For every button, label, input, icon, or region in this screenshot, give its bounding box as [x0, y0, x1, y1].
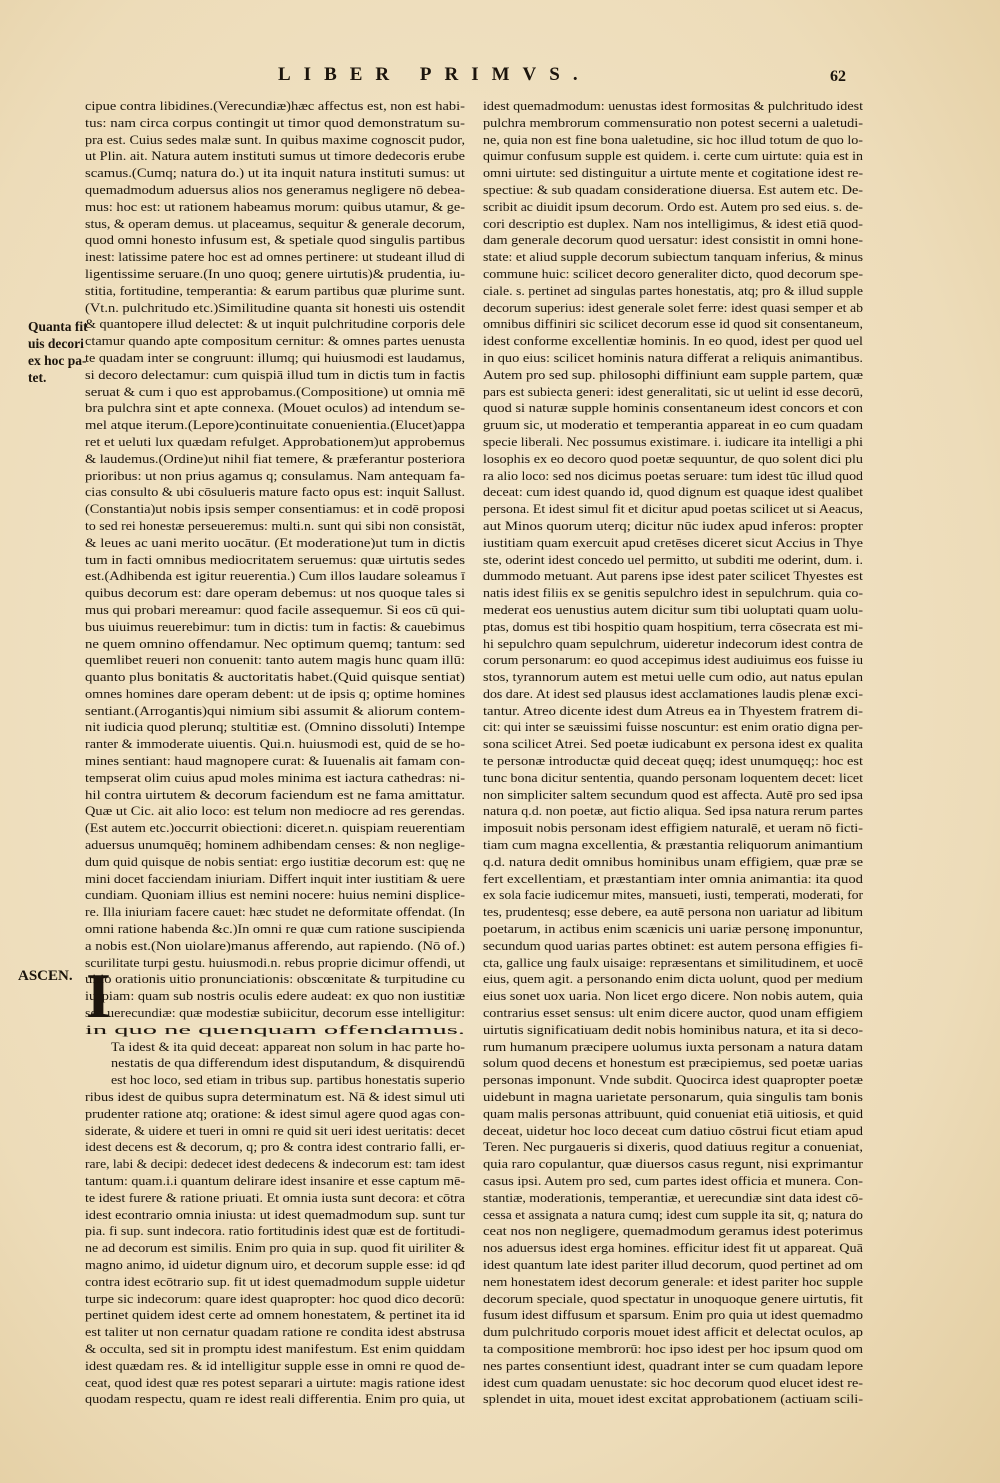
text-line: fusum idest diffusum et sparsum. Enim pro quia ut idest quemadmo	[483, 1307, 863, 1323]
text-line: secundum quod uarias partes obtinet: est autem persona effigies fi-	[483, 937, 863, 953]
text-line: mel atque iterum.(Lepore)continuitate conuenientia.(Elucet)appa	[85, 417, 465, 433]
text-line: idest quædam res. & id intelligitur supple esse in omni re quod de-	[85, 1357, 465, 1373]
text-line: nestatis de qua differendum idest disputandum, & disquirendū	[111, 1055, 465, 1071]
text-line: mus qui probari mereamur: quod facile assequemur. Si eos cū qui-	[85, 601, 465, 617]
text-line: re. Illa iniuriam facere cauet: hæc studet ne deformitate offendat. (In	[85, 904, 466, 920]
margin-note-line: tet.	[28, 370, 47, 385]
text-line: cias consulto & ubi cōsulueris mature facto opus est: inquit Sallust.	[85, 484, 465, 500]
margin-note-ascen: ASCEN.	[18, 968, 73, 984]
text-line: q.d. natura dedit omnibus hominibus unam effigiem, quæ præ se	[483, 853, 863, 869]
text-line: eius sonet uox uaria. Non licet ergo dicere. Non nobis autem, quia	[483, 988, 863, 1004]
text-line: idest decens est & decorum, q; pro & contra idest contrario falli, er-	[85, 1139, 465, 1155]
margin-note-line: ex hoc pa-	[28, 353, 87, 368]
text-line: ret et ueluti lux quædam refulget. Approbationem)ut approbemus	[85, 433, 465, 449]
text-line: commune huic: scilicet decoro generaliter dicto, quod decorum spe-	[483, 265, 863, 281]
text-line: te quadam inter se congruunt: illumq; qui huiusmodi est laudamus,	[85, 349, 466, 365]
text-line: siderate, & uidere et tueri in omni re quid sit ueri idest ueritatis: decet	[85, 1122, 465, 1138]
text-line: eius, quem agit. a personando enim dicta uolunt, quod per medium	[483, 971, 863, 987]
text-line: stantiæ, moderationis, temperantiæ, et uerecundiæ sint data idest cō-	[483, 1189, 863, 1205]
text-line: scamus.(Cumq; natura do.) ut ita inquit natura instituti sumus: ut	[85, 165, 465, 181]
text-line: (Constantia)ut nobis ipsis semper consentiamus: et in codē proposi	[85, 501, 466, 517]
text-line: cta, gallice ung faulx uisaige: repræsentans et similitudinem, et uocē	[483, 954, 863, 970]
text-line: omni ratione habenda &c.)In omni re quæ cum ratione suscipienda	[85, 921, 465, 937]
text-line: nem honestatem idest decorum generale: et idest pariter hoc supple	[483, 1273, 863, 1289]
text-line: (Est autem etc.)occurrit obiectioni: diceret.n. quispiam reuerentiam	[85, 820, 466, 836]
text-line: iuspiam: quam sub nostris oculis edere audeat: ex quo non iustitiæ	[85, 988, 465, 1004]
text-line: quam malis personas attribuunt, quid conueniat etiā uitiosis, et quid	[483, 1105, 863, 1121]
text-line: to sed rei honestæ perseueremus: multi.n. sunt qui sibi non consistāt,	[85, 517, 465, 533]
text-line: idest quantum late idest pariter illud decorum, quod pertinet ad om	[483, 1256, 863, 1272]
text-line: prioribus: ut non prius agamus q; consulamus. Nam antequam fa-	[85, 467, 465, 483]
text-line: idest quemadmodum: uenustas idest formositas & pulchritudo idest	[483, 98, 863, 113]
text-line: state: et aliud supple decorum subiectum tanquam inferius, & minus	[483, 249, 863, 265]
text-line: (Vt.n. pulchritudo etc.)Similitudine quanta sit honesti uis ostendit	[85, 299, 466, 315]
text-line: tantum: quam.i.i quantum delirare idest insanire et esse captum mē-	[85, 1173, 465, 1188]
text-line: aduersus unumquēq; hominem adhibendam censes: & non neglige-	[85, 837, 465, 853]
text-line: hil contra uirtutem & decorum faciendum est ne fama amittatur.	[85, 786, 465, 802]
text-line: ut Plin. ait. Natura autem instituti sumus ut timore dedecoris erube	[85, 148, 465, 164]
text-line: si decoro delectamur: cum quispiā illud tum in dictis tum in factis	[85, 366, 465, 382]
text-line: pulchra membrorum commensuratio non potest secerni a ualetudi-	[483, 114, 863, 130]
text-line: corum personarum: eo quod accepimus idest audiuimus eos fuisse iu	[483, 652, 863, 668]
text-line: omnes homines dare operam debent: ut de ipsis q; optime homines	[85, 685, 465, 701]
text-line: sona scilicet Atrei. Sed poetæ iudicabunt ex persona idest ex qualita	[483, 736, 863, 752]
text-line: ranter & immoderate uiuentis. Qui.n. huiusmodi est, quid de se ho-	[85, 736, 465, 752]
text-line: sentiant.(Arrogantis)qui nimium sibi assumit & aliorum contem-	[85, 702, 465, 718]
text-line: decorum superius: idest generale solet ferre: idest quasi semper et ab	[483, 299, 863, 315]
text-line: ribus idest de quibus supra determinatum est. Nā & idest simul uti	[85, 1089, 465, 1105]
text-line: decorum speciale, quod spectatur in unoquoque genere uirtutis, fit	[483, 1290, 863, 1306]
text-line: omnibus diffiniri sic scilicet decorum esse id quod sit consentaneum,	[483, 316, 863, 332]
text-line: spectiue: & sub quadam consideratione diuersa. Est autem etc. De-	[483, 181, 863, 197]
text-line: contra idest ecōtrario sup. fit ut idest quemadmodum supple uidetur	[85, 1273, 465, 1289]
text-line: ta compositione membrorū: hoc ipso idest per hoc ipsum quod om	[483, 1340, 863, 1356]
text-line: personas imponunt. Vnde subdit. Quocirca idest quapropter poetæ	[483, 1072, 863, 1088]
left-text-column	[85, 98, 465, 1408]
text-line: stos, tyrannorum autem est metui uelle cum odio, aut natus epulan	[483, 669, 863, 685]
margin-note	[28, 318, 88, 386]
text-line: aut Minos quorum uterq; dicitur nūc iudex apud inferos: propter	[483, 517, 863, 533]
text-line: ste, oderint idest concedo uel permitto, ut subditi me oderint, dum. i.	[483, 551, 863, 567]
text-line: uirtutis significatiuam dedit nobis hominibus natura, et ita si deco-	[483, 1021, 863, 1037]
text-line: est taliter ut non cernatur quadam ratione re condita idest abstrusa	[85, 1324, 465, 1340]
text-line: ciale. s. pertinet ad singulas partes honestatis, atq; pro & illud supple	[483, 282, 863, 298]
text-line: turpe sic indecorum: quare idest quapropter: hoc quod dico decorū:	[85, 1290, 465, 1306]
text-line: tempserat olim cuius apud moles minima est iactura cathedras: ni-	[85, 769, 465, 785]
text-line: persona. Et idest simul fit et dicitur apud poetas scilicet ut si Aeacus,	[483, 501, 863, 517]
text-line: casus ipsi. Autem pro sed, cum partes idest officia et munera. Con-	[483, 1173, 863, 1188]
text-line: dos dare. At idest sed plausus idest acclamationes laudis plenæ exci-	[483, 685, 863, 701]
text-line: rare, labi & decipi: dedecet idest dedecens & indecorum est: tam idest	[85, 1156, 465, 1172]
text-line: fert excellentiam, et præstantiam inter omnia animantia: ita quod	[483, 870, 863, 886]
text-line: ne quem omnino offendamur. Nec optimum quemq; tantum: sed	[85, 635, 465, 651]
text-line: a nobis est.(Non uiolare)manus afferendo, aut rapiendo. (Nō of.)	[85, 937, 465, 953]
text-line: bus uiuimus reuerebimur: tum in dictis: tum in factis: & cauebimus	[85, 618, 465, 634]
text-line: omni uirtute: sed distinguitur a uirtute mente et cogitatione idest re-	[483, 165, 863, 181]
text-line: cit: qui inter se sæuissimi fuisse noscuntur: est enim oratio digna per-	[483, 719, 863, 735]
text-line: mus: hoc est: ut rationem habeamus morum: quibus utamur, & ge-	[85, 198, 465, 214]
text-line: nes partes consentiunt idest, quadrant inter se cum quadam lepore	[483, 1357, 863, 1373]
text-line: ne, quia non est fine bona ualetudine, sic hoc illud totum de quo lo-	[483, 131, 863, 147]
text-line: est.(Adhibenda est igitur reuerentia.) Cum illos laudare soleamus ī	[85, 568, 466, 584]
text-line: specie liberali. Nec possumus existimare. i. iudicare ita intelligi a phi	[483, 433, 863, 449]
text-line: ceat, quod idest quæ res potest separari a uirtute: magis ratione idest	[85, 1374, 466, 1390]
text-line: natura q.d. non poetæ, aut fictio aliqua. Sed ipsa natura rerum partes	[483, 803, 863, 819]
text-line: cipue contra libidines.(Verecundiæ)hæc affectus est, non est habi-	[85, 98, 465, 113]
text-line: pars est subiecta generi: idest generalitati, sic ut uelint id esse decorū,	[483, 383, 863, 399]
text-line: pia. fi sup. sunt indecora. ratio fortitudinis idest quæ est de fortitudi-	[85, 1223, 465, 1239]
text-line: Ta idest & ita quid deceat: appareat non solum in hac parte ho-	[111, 1038, 465, 1054]
text-line: natis idest filiis ex se genitis sepulchro idest in sepulchrum. quia co-	[483, 585, 863, 601]
text-line: dummodo metuant. Aut parens ipse idest pater scilicet Thyestes est	[483, 568, 863, 584]
text-line: quod omni honesto infusum est, & spetiale quod singulis partibus	[85, 232, 465, 248]
text-line: nit iudicia quod plerunq; stultitiæ est. (Omnino dissoluti) Intempe	[85, 719, 465, 735]
text-line: quia raro copulantur, quæ diuersos casus regunt, nisi exprimantur	[483, 1156, 863, 1172]
text-line: ex sola facie iudicemur mites, mansueti, iusti, temperati, moderati, for	[483, 887, 863, 903]
text-line: hi sepulchro quam sepulchrum, uideretur indecorum idest contra de	[483, 635, 863, 651]
text-line: & quantopere illud delectet: & ut inquit pulchritudine corporis dele	[85, 316, 465, 332]
text-line: nos aduersus idest erga homines. efficitur idest fit ut appareat. Quā	[483, 1240, 863, 1256]
drop-cap: I	[86, 960, 111, 1031]
text-line: dum quid quisque de nobis sentiat: ergo iustitiæ decorum est: quę ne	[85, 853, 466, 869]
text-line: Autem pro sed sup. philosophi diffiniunt eam supple partem, quæ	[483, 366, 863, 382]
text-line: iustitiam quam exercuit apud cretēses diceret sicut Accius in Thye	[483, 534, 863, 550]
text-line: tus: nam circa corpus contingit ut timor quod demonstratum su-	[85, 114, 465, 130]
text-line: ctamur quando apte compositum cernitur: & omnes partes uenusta	[85, 333, 466, 349]
running-title: LIBER PRIMVS.	[278, 64, 591, 85]
page-header	[0, 64, 1000, 94]
text-line: idest econtrario omnia iniusta: ut idest quemadmodum sup. sunt tur	[85, 1206, 465, 1222]
text-line: mederat eos uenustius autem dicitur sum tibi uoluptati quam uolu-	[483, 601, 863, 617]
text-line: pra est. Cuius sedes malæ sunt. In quibus maxime cognoscit pudor,	[85, 131, 465, 147]
text-line: ra alio loco: sed nos dicimus poetas seruare: tum idest tūc illud quod	[483, 467, 863, 483]
text-line: cessa et assignata a natura cumq; idest cum supple ita sit, q; natura do	[483, 1206, 863, 1222]
margin-note-line: uis decori	[28, 336, 84, 351]
text-line: quemlibet reueri non conuenit: tanto autem magis hunc quam illū:	[85, 652, 465, 668]
text-line: idest conforme excellentiæ hominis. In eo quod, idest per quod uel	[483, 333, 863, 349]
text-line: quod si naturæ supple hominis consentaneum idest concors et con	[483, 400, 863, 416]
page-number: 62	[830, 68, 846, 85]
text-line: quimur confusum supple est quidem. i. certe cum uirtute: quia est in	[483, 148, 863, 164]
text-line: scribit ac diuidit ipsum decorum. Ordo est. Autem pro sed eius. s. de-	[483, 198, 863, 214]
text-line: & laudemus.(Ordine)ut nihil fiat temere, & præferantur posteriora	[85, 450, 465, 466]
text-line: deceat: cum idest quando id, quod dignum est quaque idest qualibet	[483, 484, 863, 500]
text-line: ne ad decorum est similis. Enim pro quia in sup. quod fit uiriliter &	[85, 1240, 465, 1256]
text-line: ligentissime seruare.(In uno quoq; genere uirtutis)& prudentia, iu-	[85, 265, 466, 281]
text-line: tantur. Atreo dicente idest dum Atreus ea in Thyestem fratrem di-	[483, 702, 863, 718]
text-line: imposuit nobis personam idest effigiem naturalē, et ueram nō ficti-	[483, 820, 863, 836]
text-line: tunc bona dicitur sententia, quando personam loquentem decet: licet	[483, 769, 863, 785]
text-line: sed uerecundiæ: quæ modestiæ subiicitur, decorum esse intelligitur:	[85, 1005, 465, 1021]
text-line: mines sentiant: haud magnopere curat: & Iuuenalis ait famam con-	[85, 753, 466, 769]
text-line: splendet in uita, mouet idest excitat approbationem (actiuam scili-	[483, 1391, 863, 1407]
text-line: Quæ ut Cic. ait alio loco: est telum non mediocre ad res gerendas.	[85, 803, 465, 819]
text-line: in quo ne quenquam offendamus.	[85, 1021, 465, 1037]
text-line: solum quod decens et honestum est præcipiemus, sed poetæ uarias	[483, 1055, 863, 1071]
text-line: tiam cum magna excellentia, & præstantia reliquorum animantium	[483, 837, 863, 853]
text-line: quemadmodum aduersus alios nos generamus negligere nō debea-	[85, 181, 465, 197]
text-line: quibus decorum est: dare operam debemus: ut nos quoque tales si	[85, 585, 465, 601]
text-line: Teren. Nec purgaueris si dixeris, quod datiuus regitur a conueniat,	[483, 1139, 863, 1155]
text-line: poetarum, in actibus enim scænicis uni uariæ personę imponuntur,	[483, 921, 863, 937]
text-line: uitio orationis uitio pronunciationis: obscœnitate & turpitudine cu	[85, 971, 465, 987]
text-line: cundiam. Quoniam illius est nemini nocere: huius nemini displice-	[85, 887, 465, 903]
text-line: seruat & cum i quo est approbamus.(Compositione) ut omnia mē	[85, 383, 466, 399]
text-line: non simpliciter saltem secundum quod est affecta. Autē pro sed ipsa	[483, 786, 863, 802]
text-line: pertinet quidem idest certe ad omnem honestatem, & pertinet ita id	[85, 1307, 465, 1323]
text-line: & occulta, sed sit in promptu idest manifestum. Est enim quiddam	[85, 1340, 466, 1356]
text-line: ptas, domus est tibi hospitio quam hospitium, terra cōsecrata est mi-	[483, 618, 863, 634]
text-line: te personæ introductæ quid deceat quęq; idest unumquęq;: hoc est	[483, 753, 863, 769]
text-line: tes, prudentesq; esse debere, ea autē persona non uariatur ad libitum	[483, 904, 863, 920]
text-line: stus, & operam demus. ut placeamus, sequitur & generale decorum,	[85, 215, 465, 231]
text-line: tum in facti omnibus mediocritatem seruemus: quæ uirtutis sedes	[85, 551, 465, 567]
text-line: dum pulchritudo corporis mouet idest afficit et delectat oculos, ap	[483, 1324, 863, 1340]
text-line: deceat, uidetur hoc loco deceat cum datiuo cōstrui ficut etiam apud	[483, 1122, 863, 1138]
text-line: mini docet facciendam iniuriam. Differt inquit inter iustitiam & uere	[85, 870, 465, 886]
text-line: est hoc loco, sed etiam in tribus sup. partibus honestatis superio	[111, 1072, 466, 1088]
text-line: prudenter ratione atq; oratione: & idest simul agere quod agas con-	[85, 1105, 465, 1121]
text-line: inest: latissime patere hoc est ad omnes pertinere: ut studeant illud di	[85, 249, 465, 265]
text-line: bra pulchra sint et apte connexa. (Mouet oculos) ad intendum se-	[85, 400, 465, 416]
text-line: losophis ex eo decoro quod poetæ sequuntur, de quo solent dici plu	[483, 450, 863, 466]
text-line: cori descriptio est duplex. Nam nos intelligimus, & idest etiā quod-	[483, 215, 863, 231]
text-line: stitia, fortitudine, temperantia: & earum partibus quæ plurime sunt.	[85, 282, 465, 298]
text-line: dam generale decorum quod uersatur: idest consistit in omni hone-	[483, 232, 863, 248]
text-line: quanto plus bonitatis & auctoritatis habet.(Quid quisque sentiat)	[85, 669, 465, 685]
text-line: scurilitate turpi gestu. huiusmodi.n. rebus proprie dicimur offendi, ut	[85, 954, 465, 970]
text-line: contrarius esset sensus: ult enim dicere auctor, quod unam effigiem	[483, 1005, 863, 1021]
text-line: & leues ac uani merito uocātur. (Et moderatione)ut tum in dictis	[85, 534, 466, 550]
text-line: rum humanum præcipere uolumus iuxta personam a natura datam	[483, 1038, 863, 1054]
text-line: in quo eius: scilicet hominis natura differat a reliquis animantibus.	[483, 349, 863, 365]
margin-note-line: Quanta fit	[28, 319, 88, 334]
text-line: gruum sic, ut moderatio et temperantia appareat in eo cum quadam	[483, 417, 863, 433]
text-line: te idest furere & ratione priuati. Et omnia iusta sunt decora: et cōtra	[85, 1189, 465, 1205]
right-text-column	[483, 98, 863, 1408]
text-line: uidebunt in magna uarietate personarum, quia singulis tam bonis	[483, 1089, 863, 1105]
text-line: idest cum quadam uenustate: sic hoc decorum quod elucet idest re-	[483, 1374, 863, 1390]
text-line: ceat nos non negligere, quemadmodum geramus idest poterimus	[483, 1223, 863, 1239]
text-line: magno animo, id uidetur dignum uiro, et decorum supple esse: id qđ	[85, 1256, 466, 1272]
text-line: quodam respectu, quam re idest reali differentia. Enim pro quia, ut	[85, 1391, 465, 1407]
